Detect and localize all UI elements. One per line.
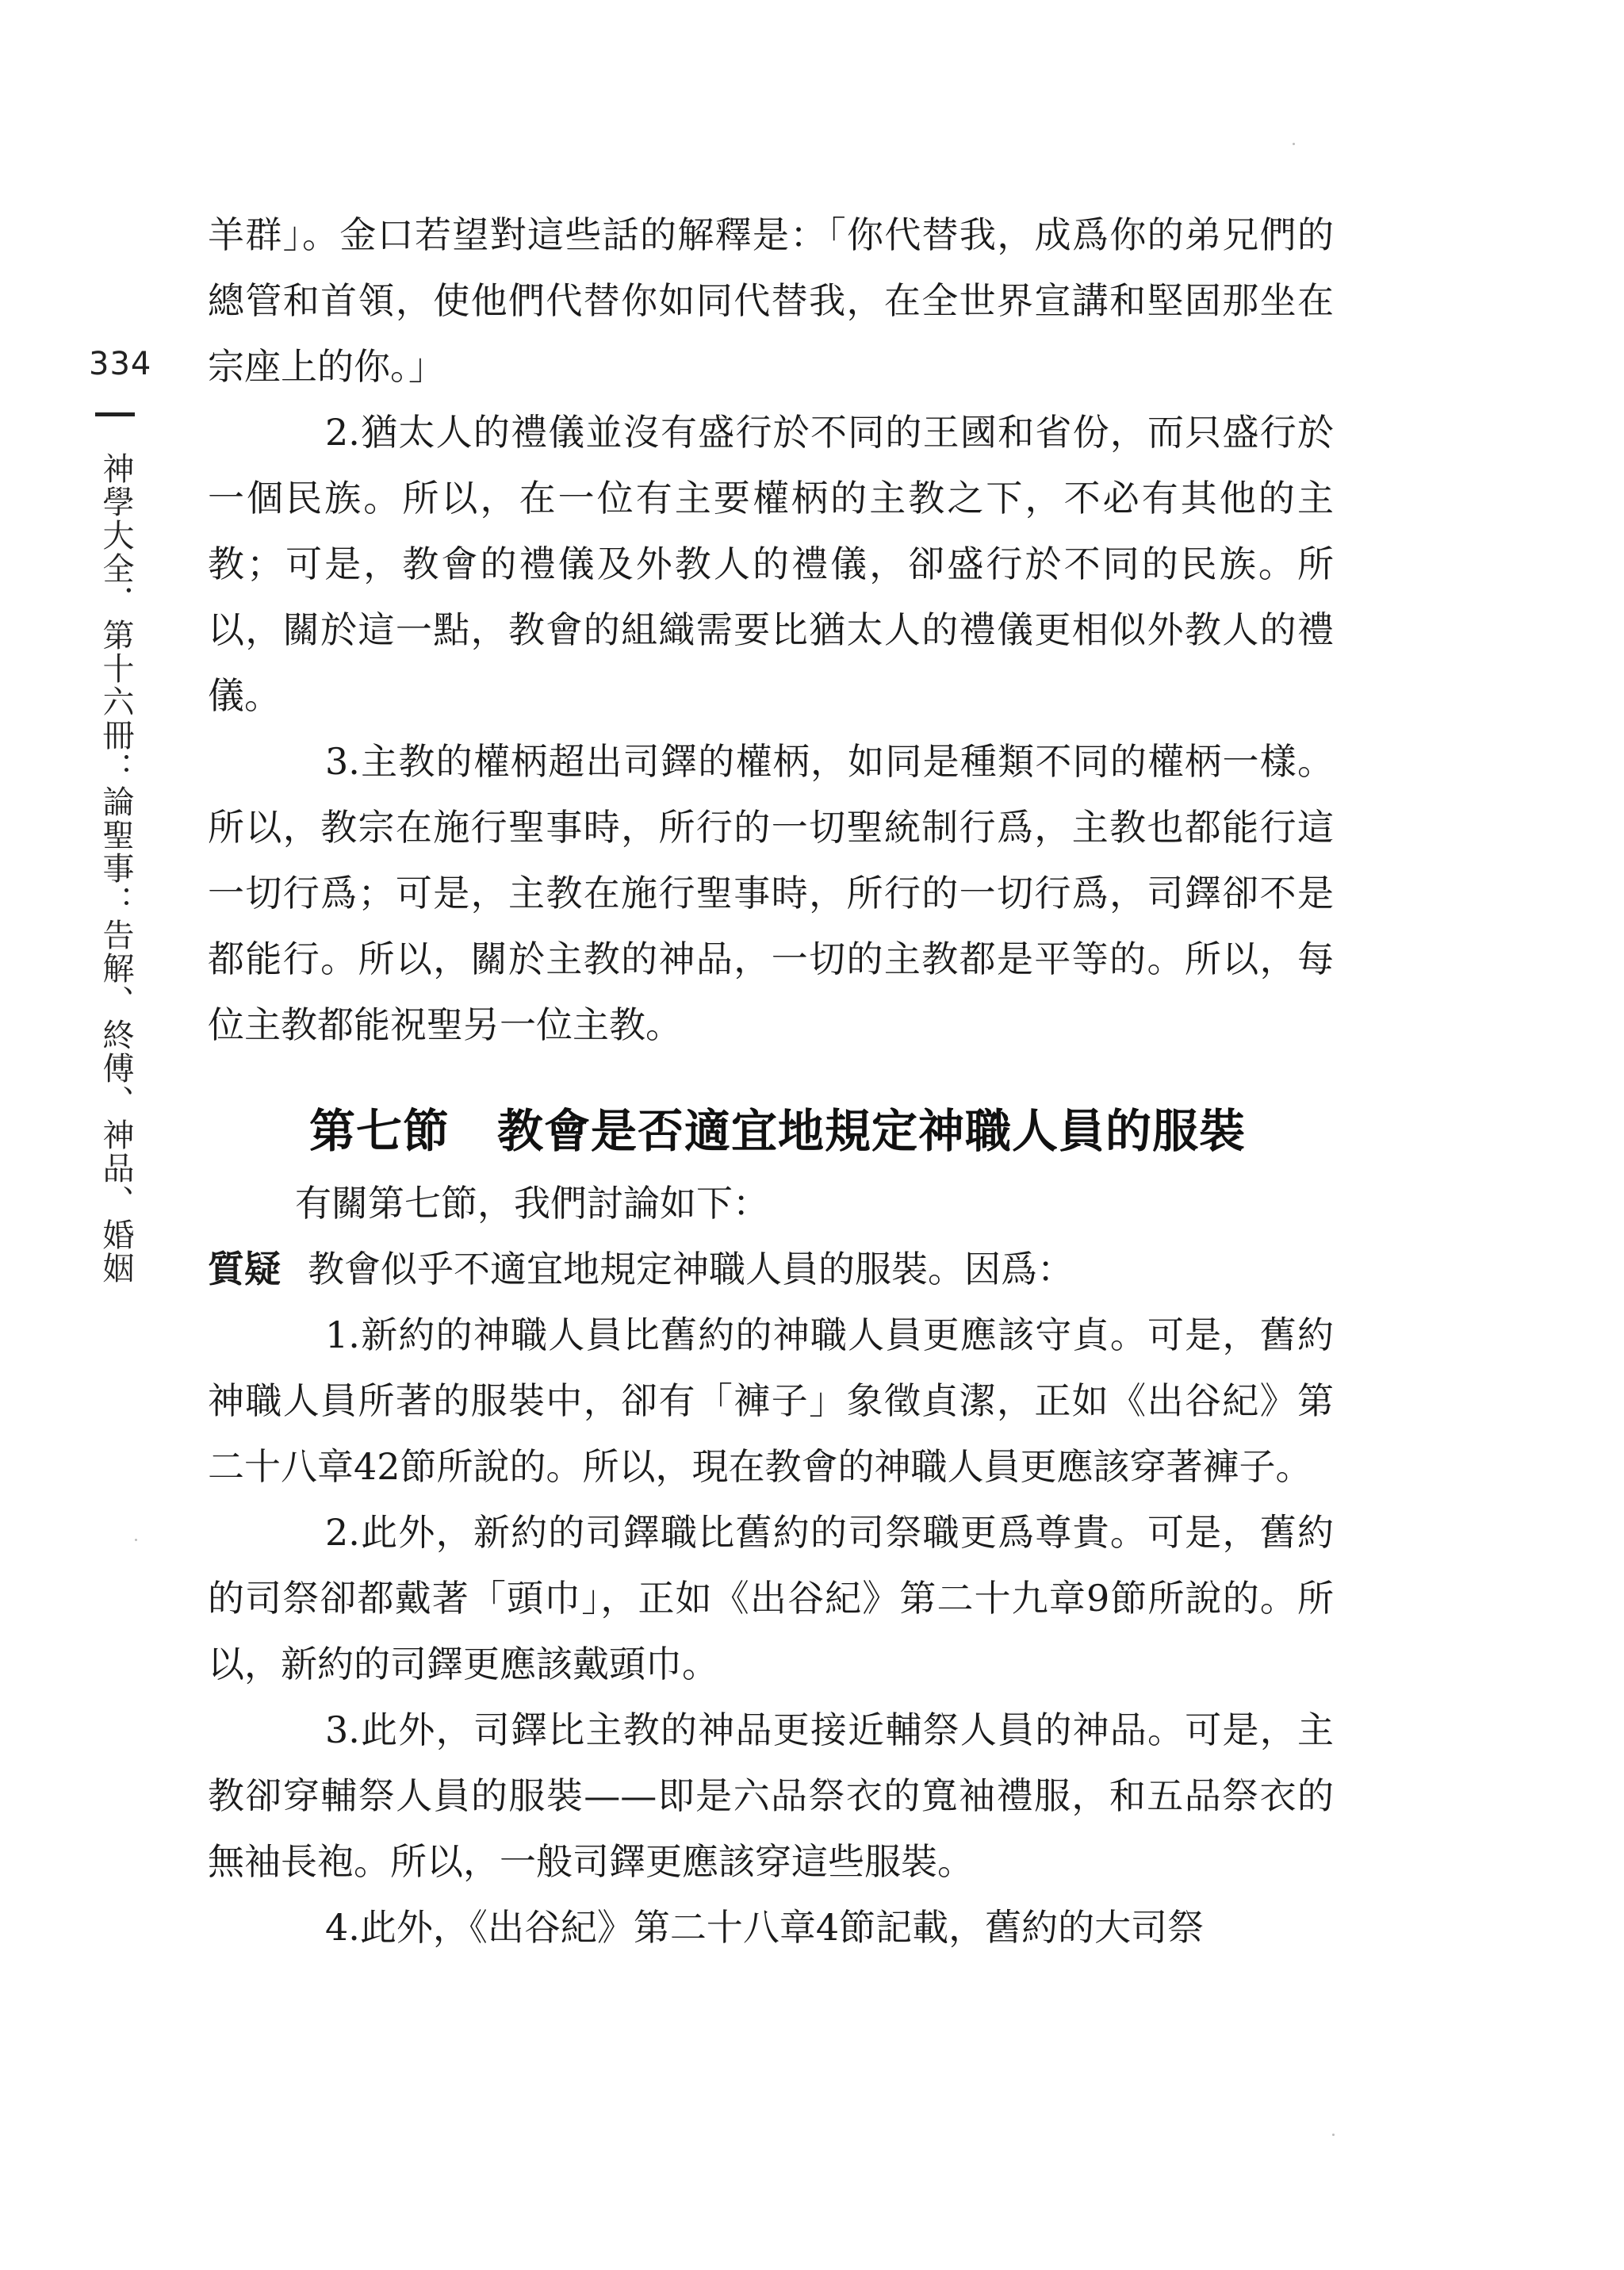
objection-label: 質疑 [208,1248,281,1290]
section-title: 教會是否適宜地規定神職人員的服裝 [497,1104,1247,1158]
paragraph-reply-3: 3.主教的權柄超出司鐸的權柄，如同是種類不同的權柄一樣。所以，教宗在施行聖事時，所行的一切聖統制行爲，主教也都能行這一切行爲；可是，主教在施行聖事時，所行的一切行爲，司鐸卻不是都能行。所以，關於主教的神品，一切的主教都是平等的。所以，每位主教都能祝聖另一位主教。 [208,740,1334,1046]
running-head: 神學大全．第十六冊：論聖事：告解、終傅、神品、婚姻 [98,452,134,1285]
section-intro: 有關第七節，我們討論如下： [295,1182,769,1225]
section-number: 第七節 [309,1104,450,1158]
section-heading [208,1091,1334,1171]
scan-speck [135,1539,137,1541]
paragraph-objection-3: 3.此外，司鐸比主教的神品更接近輔祭人員的神品。可是，主教卻穿輔祭人員的服裝——即是六品祭衣的寬袖禮服，和五品祭衣的無袖長袍。所以，一般司鐸更應該穿這些服裝。 [208,1708,1334,1883]
main-text [208,202,1334,1961]
objection-line [208,1237,1334,1302]
paragraph-objection-2: 2.此外，新約的司鐸職比舊約的司祭職更爲尊貴。可是，舊約的司祭卻都戴著「頭巾」，正如《出谷紀》第二十九章9節所說的。所以，新約的司鐸更應該戴頭巾。 [208,1511,1334,1685]
page-number: 334 [89,346,152,382]
scan-speck [1332,2134,1335,2136]
paragraph-reply-2: 2.猶太人的禮儀並沒有盛行於不同的王國和省份，而只盛行於一個民族。所以，在一位有主要權柄的主教之下，不必有其他的主教；可是，教會的禮儀及外教人的禮儀，卻盛行於不同的民族。所以，關於這一點，教會的組織需要比猶太人的禮儀更相似外教人的禮儀。 [208,411,1334,717]
running-head-rule [95,412,135,416]
paragraph-objection-4: 4.此外，《出谷紀》第二十八章4節記載，舊約的大司祭 [325,1906,1205,1949]
objection-text: 教會似乎不適宜地規定神職人員的服裝。因爲： [308,1248,1074,1290]
paragraph-objection-1: 1.新約的神職人員比舊約的神職人員更應該守貞。可是，舊約神職人員所著的服裝中，卻有「褲子」象徵貞潔，正如《出谷紀》第二十八章42節所說的。所以，現在教會的神職人員更應該穿著褲子。 [208,1313,1334,1488]
scan-speck [1293,143,1295,145]
paragraph-continued: 羊群」。金口若望對這些話的解釋是：「你代替我，成爲你的弟兄們的總管和首領，使他們代替你如同代替我，在全世界宣講和堅固那坐在宗座上的你。」 [208,213,1334,388]
